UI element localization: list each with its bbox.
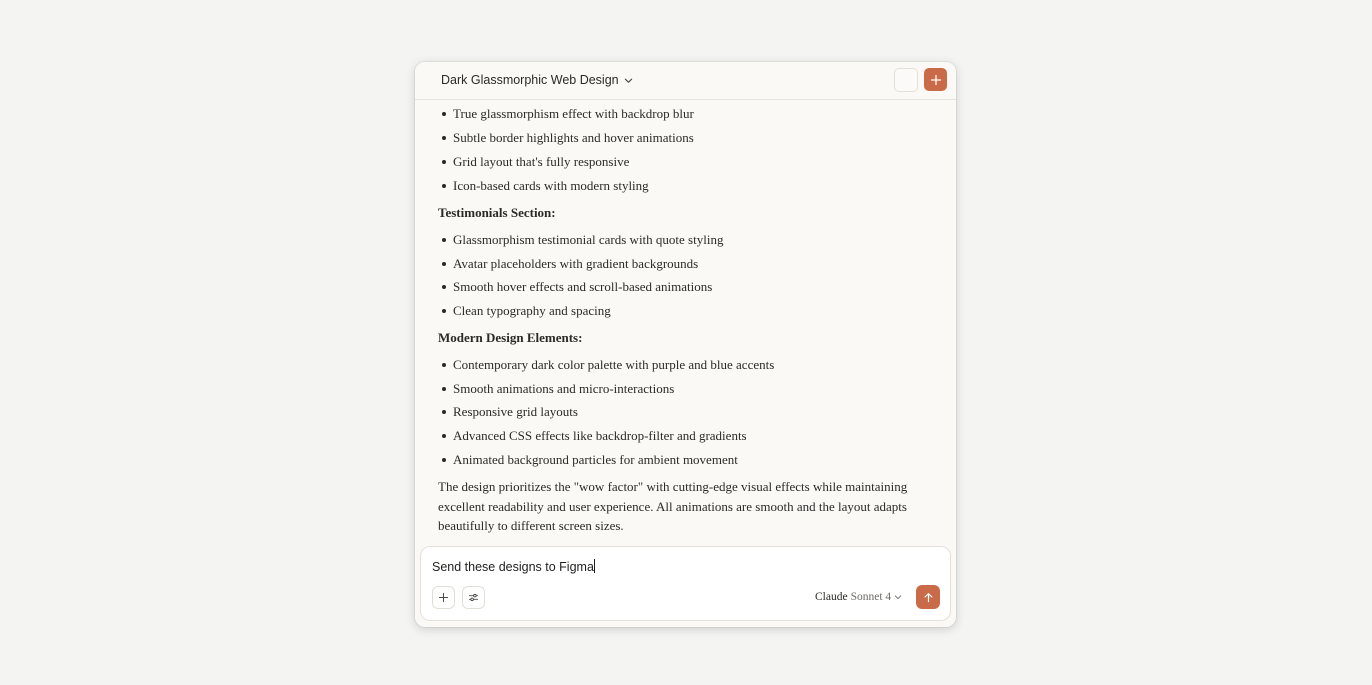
message-input[interactable]: Send these designs to Figma [432, 560, 594, 574]
section-heading: Testimonials Section: [438, 205, 556, 220]
plus-icon [438, 592, 449, 603]
bullet [442, 160, 446, 164]
model-name: Claude [815, 591, 848, 603]
bullet [442, 184, 446, 188]
bullet [442, 285, 446, 289]
conversation-title-dropdown[interactable] [441, 73, 633, 87]
bullet [442, 434, 446, 438]
bullet [442, 410, 446, 414]
bullet [442, 363, 446, 367]
sliders-icon [468, 592, 479, 603]
bullet [442, 387, 446, 391]
bullet [442, 112, 446, 116]
bullet [442, 136, 446, 140]
section-heading: Modern Design Elements: [438, 330, 583, 345]
bullet [442, 238, 446, 242]
chevron-down-icon [894, 593, 902, 601]
artifact-toggle-button[interactable] [894, 68, 918, 92]
arrow-up-icon [923, 592, 934, 603]
text-caret [594, 559, 595, 573]
new-chat-button[interactable] [924, 68, 947, 91]
bullet [442, 262, 446, 266]
chat-window: Dark Glassmorphic Web Design True glassmorphism effect with backdrop blur Subtle border highlights and hover animations Grid layout that's fully responsive Icon-based cards with modern styling Testimonials Section: Glassmorphism testimonial cards with quote styling Avatar placeholders with gradient backgrounds Smooth hover effects and scroll-based animations Clean typography and spacing Modern Design Elements: Contemporary dark color palette with purple and blue accents Smooth animations and micro-interactions Responsive grid layouts Advanced CSS effects like backdrop-filter and gradients Animated background particles for ambient movement The design prioritizes the "wow factor" with cutting-edge visual effects while maintaining excellent readability and user experience. All animations are smooth and the layout adapts beautifully to different screen sizes. Send these designs to Figma Claude Sonnet 4 [415, 62, 956, 627]
attach-button[interactable] [432, 586, 455, 609]
model-selector[interactable] [815, 591, 902, 603]
title-bar [415, 62, 956, 100]
summary-paragraph: The design prioritizes the "wow factor" with cutting-edge visual effects while maintaining excellent readability and user experience. All animations are smooth and the layout adapts beautifully to different screen sizes. [438, 479, 908, 533]
send-button[interactable] [916, 585, 940, 609]
tools-button[interactable] [462, 586, 485, 609]
chevron-down-icon [624, 76, 633, 85]
bullet [442, 458, 446, 462]
bullet [442, 309, 446, 313]
message-composer [420, 546, 951, 621]
model-version: Sonnet 4 [850, 591, 892, 603]
conversation-title: Dark Glassmorphic Web Design [441, 73, 619, 87]
plus-icon [930, 74, 942, 86]
